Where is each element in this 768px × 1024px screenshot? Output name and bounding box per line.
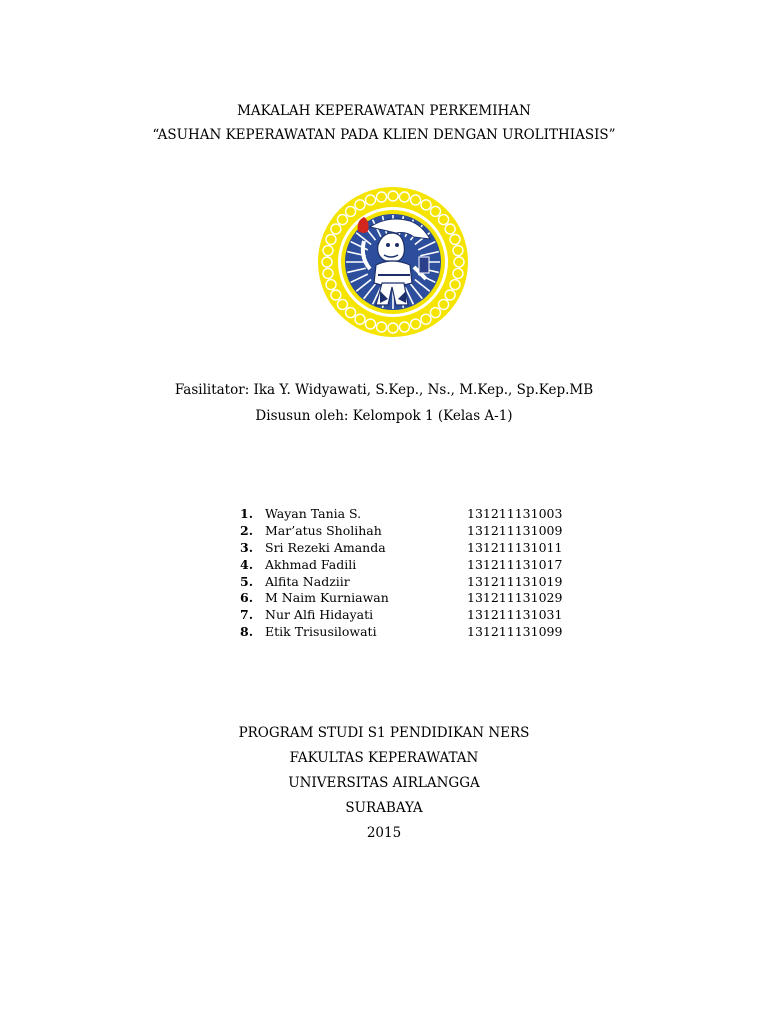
- member-name: Nur Alfi Hidayati: [265, 607, 374, 623]
- member-nim: 131211131011: [467, 539, 563, 555]
- list-item: [240, 590, 580, 607]
- member-name: Sri Rezeki Amanda: [265, 539, 386, 555]
- member-nim: 131211131029: [467, 590, 563, 606]
- member-list: [240, 506, 580, 641]
- faculty: FAKULTAS KEPERAWATAN: [289, 750, 479, 766]
- list-item: [240, 540, 580, 557]
- member-number: 3.: [240, 539, 254, 555]
- member-name: M Naim Kurniawan: [265, 590, 389, 606]
- document-subtitle: “ASUHAN KEPERAWATAN PADA KLIEN DENGAN UROLITHIASIS”: [152, 127, 616, 143]
- member-nim: 131211131031: [467, 607, 563, 623]
- study-program: PROGRAM STUDI S1 PENDIDIKAN NERS: [238, 725, 530, 741]
- member-name: Akhmad Fadili: [265, 556, 357, 572]
- member-number: 2.: [240, 522, 254, 538]
- member-name: Wayan Tania S.: [265, 506, 362, 521]
- document-title: MAKALAH KEPERAWATAN PERKEMIHAN: [237, 103, 531, 119]
- member-number: 6.: [240, 590, 254, 606]
- list-item: [240, 557, 580, 574]
- member-number: 5.: [240, 573, 254, 589]
- member-nim: 131211131017: [467, 556, 563, 572]
- member-name: Etik Trisusilowati: [265, 624, 377, 640]
- member-number: 1.: [240, 506, 254, 521]
- member-name: Alfita Nadziir: [265, 573, 350, 589]
- facilitator: Fasilitator: Ika Y. Widyawati, S.Kep., Ns., M.Kep., Sp.Kep.MB: [174, 382, 594, 398]
- list-item: [240, 506, 580, 523]
- member-name: Mar’atus Sholihah: [265, 522, 382, 538]
- list-item: [240, 607, 580, 624]
- university: UNIVERSITAS AIRLANGGA: [288, 775, 480, 791]
- list-item: [240, 574, 580, 591]
- compiled-by: Disusun oleh: Kelompok 1 (Kelas A-1): [255, 408, 513, 424]
- member-number: 4.: [240, 556, 254, 572]
- university-seal-logo: [318, 187, 468, 337]
- list-item: [240, 523, 580, 540]
- member-nim: 131211131009: [467, 522, 563, 538]
- year: 2015: [366, 825, 402, 841]
- member-nim: 131211131099: [467, 624, 563, 640]
- member-nim: 131211131003: [467, 506, 563, 521]
- list-item: [240, 624, 580, 641]
- member-number: 8.: [240, 624, 254, 640]
- member-nim: 131211131019: [467, 573, 563, 589]
- city: SURABAYA: [345, 800, 423, 816]
- member-number: 7.: [240, 607, 254, 623]
